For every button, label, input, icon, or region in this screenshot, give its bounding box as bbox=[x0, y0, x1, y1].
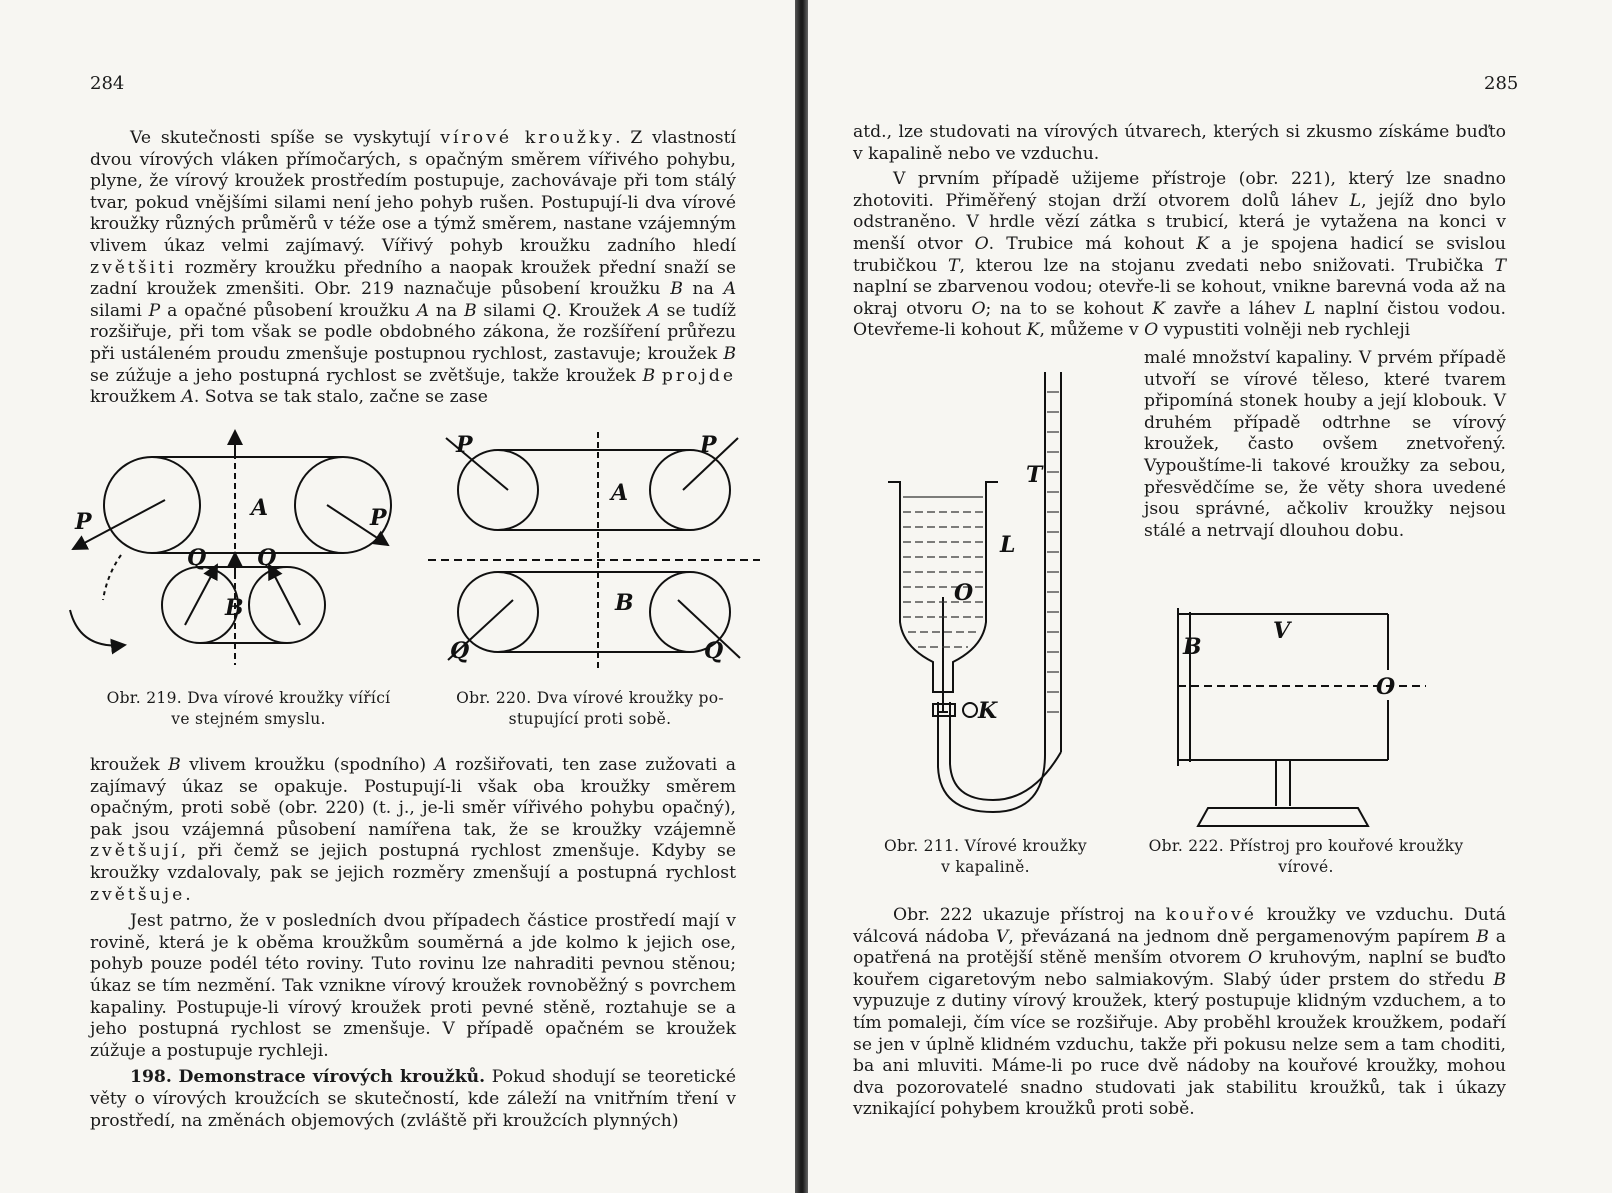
label-P: P bbox=[75, 509, 92, 535]
label-A: A bbox=[251, 495, 269, 521]
figure-222 bbox=[1178, 608, 1448, 838]
section-number: 198. bbox=[130, 1067, 172, 1088]
section-title: Demonstrace vírových kroužků. bbox=[178, 1067, 486, 1088]
label-B: B bbox=[1183, 634, 1202, 660]
label-Q: Q bbox=[450, 638, 470, 664]
label-Q: Q bbox=[257, 545, 277, 571]
label-T: T bbox=[1026, 462, 1043, 488]
label-P: P bbox=[370, 505, 387, 531]
paragraph: malé množství kapaliny. V prvém případě utvoří se vírové těleso, které tvarem připomíná stonek houby a její klobouk. V druhém případě odtrhne se vírový kroužek, často ovšem znetvořený. Vypouštíme-li takové kroužky za sebou, přesvědčíme se, že věty shora uvedené jsou správné, ačkoliv kroužky nejsou stálé a netrvají dlouhou dobu. bbox=[1144, 348, 1506, 541]
paragraph: Obr. 222 ukazuje přístroj na kouřové kroužky ve vzduchu. Dutá válcová nádoba V, převázaná na jednom dně pergamenovým papírem B a opatřená na protější stěně menším otvorem O kruhovým, naplní se buďto kouřem cigaretovým nebo salmiakovým. Slabý úder prstem do středu B vypuzuje z dutiny vírový kroužek, který postupuje klidným vzduchem, a to tím pomaleji, čím více se rozšiřuje. Aby proběhl kroužek kroužkem, podaří se jen v úplně klidném vzduchu, takže při pokusu nelze sem a tam choditi, ba ani mluviti. Máme-li po ruce dvě nádoby na kouřové kroužky, mohou dva pozorovatelé snadno studovati jak stabilitu kroužků, tak i úkazy vznikající pohybem kroužků proti sobě. bbox=[853, 905, 1506, 1120]
figure-220 bbox=[428, 430, 768, 680]
figure-caption: Obr. 211. Vírové kroužky v kapalině. bbox=[883, 837, 1087, 876]
label-O: O bbox=[1376, 674, 1396, 700]
figure-caption: Obr. 220. Dva vírové kroužky po- stupující proti sobě. bbox=[456, 689, 724, 728]
label-B: B bbox=[225, 595, 244, 621]
page-number: 284 bbox=[90, 73, 125, 94]
figure-caption: Obr. 219. Dva vírové kroužky vířící ve stejném smyslu. bbox=[106, 689, 391, 728]
figure-caption: Obr. 222. Přístroj pro kouřové kroužky vírové. bbox=[1148, 837, 1464, 876]
label-P: P bbox=[456, 432, 473, 458]
label-A: A bbox=[611, 480, 629, 506]
label-Q: Q bbox=[187, 545, 207, 571]
label-V: V bbox=[1273, 618, 1291, 644]
paragraph: atd., lze studovati na vírových útvarech, kterých si zkusmo získáme buďto v kapalině nebo ve vzduchu. V prvním případě užijeme přístroje (obr. 221), který lze snadno zhotoviti. Přiměřený stojan drží otvorem dolů láhev L, jejíž dno bylo odstraněno. V hrdle vězí zátka s trubicí, která je vytažena na konci v menší otvor O. Trubice má kohout K a je spojena hadicí se svislou trubičkou T, kterou lze na stojanu zvedati nebo snižovati. Trubička T naplní se zbarvenou vodou; otevře-li se kohout, vnikne barevná voda až na okraj otvoru O; na to se kohout K zavře a láhev L naplní čistou vodou. Otevřeme-li kohout K, můžeme v O vypustiti volněji neb rychleji bbox=[853, 122, 1506, 341]
figure-219 bbox=[55, 425, 405, 680]
right-page bbox=[808, 0, 1612, 1193]
label-K: K bbox=[978, 698, 998, 724]
label-B: B bbox=[615, 590, 634, 616]
paragraph: kroužek B vlivem kroužku (spodního) A rozšiřovati, ten zase zužovati a zajímavý úkaz se opakuje. Postupují-li však oba kroužky směrem opačným, proti sobě (obr. 220) (t. j., je-li směr vířivého pohybu opačný), pak jsou vzájemná působení namířena tak, že se kroužky vzájemně zvětšují, při čemž se jejich postupná rychlost zmenšuje. Kdyby se kroužky vzdalovaly, pak se jejich rozměry zmenšují a postupná rychlost zvětšuje. Jest patrno, že v posledních dvou případech částice prostředí mají v rovině, která je k oběma kroužkům souměrná a jde kolmo k jejich ose, pohyb pouze podél této roviny. Tuto rovinu lze nahraditi pevnou stěnou; úkaz se tím nezmění. Tak vznikne vírový kroužek rovnoběžný s povrchem kapaliny. Postupuje-li vírový kroužek proti pevné stěně, roztahuje se a jeho postupná rychlost se zmenšuje. V případě opačném se kroužek zúžuje a postupuje rychleji. 198. Demonstrace vírových kroužků. Pokud shodují se teoretické věty o vírových kroužcích se skutečností, kde záleží na vnitřním tření v prostředí, na změnách objemových (zvláště při kroužcích plynných) bbox=[90, 755, 736, 1131]
label-Q: Q bbox=[704, 638, 724, 664]
page-number: 285 bbox=[1484, 73, 1519, 94]
figure-211 bbox=[878, 372, 1093, 857]
label-P: P bbox=[700, 432, 717, 458]
paragraph: Ve skutečnosti spíše se vyskytují vírové kroužky. Z vlastností dvou vírových vláken přímočarých, s opačným směrem vířivého pohybu, plyne, že vírový kroužek prostředím postupuje, zachovávaje při tom stálý tvar, pokud vnějšími silami není jeho pohyb rušen. Postupují-li dva vírové kroužky různých průměrů v téže ose a týmž směrem, nastane vzájemným vlivem úkaz velmi zajímavý. Vířivý pohyb kroužku zadního hledí zvětšiti rozměry kroužku předního a naopak kroužek přední snaží se zadní kroužek zmenšiti. Obr. 219 naznačuje působení kroužku B na A silami P a opačné působení kroužku A na B silami Q. Kroužek A se tudíž rozšiřuje, při tom však se podle obdobného zákona, že rozšíření průřezu při ustáleném proudu zmenšuje postupnou rychlost, zastavuje; kroužek B se zúžuje a jeho postupná rychlost se zvětšuje, takže kroužek B projde kroužkem A. Sotva se tak stalo, začne se zase bbox=[90, 128, 736, 408]
left-page bbox=[0, 0, 795, 1193]
label-O: O bbox=[954, 580, 974, 606]
book-spine bbox=[795, 0, 808, 1193]
label-L: L bbox=[1000, 532, 1016, 558]
